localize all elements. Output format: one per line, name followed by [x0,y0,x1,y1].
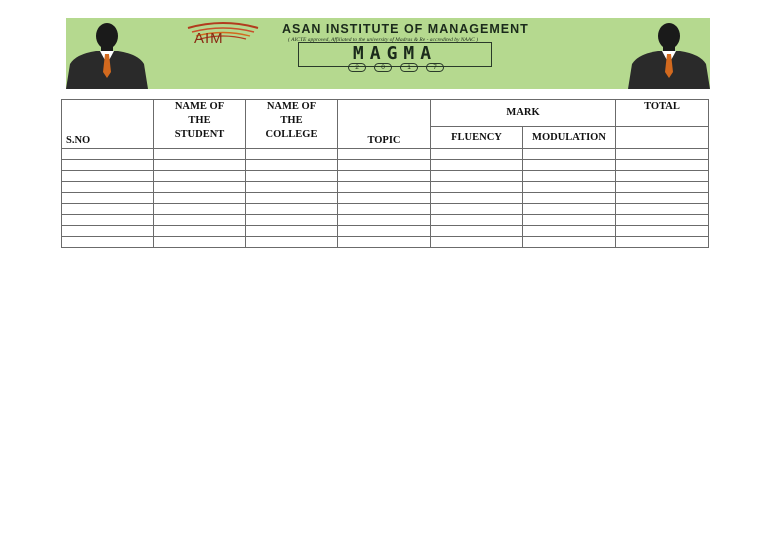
businessman-silhouette-left [66,20,148,89]
table-cell [154,226,246,237]
table-cell [431,171,523,182]
table-cell [338,237,431,248]
table-cell [431,160,523,171]
table-cell [338,182,431,193]
header-topic: TOPIC [338,100,431,149]
table-row [62,226,709,237]
table-cell [62,160,154,171]
table-cell [154,171,246,182]
table-cell [246,171,338,182]
header-total-blank [616,127,709,149]
header-student-name: NAME OF THE STUDENT [154,100,246,149]
table-cell [338,226,431,237]
table-cell [431,193,523,204]
table-cell [523,204,616,215]
year-digit: 0 [374,63,392,72]
table-cell [154,160,246,171]
table-row [62,182,709,193]
year-digit: 2 [348,63,366,72]
institute-tagline: ( AICTE approved, Affiliated to the university of Madras & Re - accredited by NAAC ) [288,37,479,43]
table-cell [246,215,338,226]
table-cell [338,193,431,204]
table-cell [616,237,709,248]
table-cell [523,171,616,182]
table-row [62,204,709,215]
event-year [348,63,444,73]
table-row [62,171,709,182]
header-college-name: NAME OF THE COLLEGE [246,100,338,149]
table-cell [62,149,154,160]
table-cell [62,237,154,248]
table-cell [431,226,523,237]
table-cell [154,204,246,215]
table-cell [616,149,709,160]
table-cell [246,237,338,248]
table-row [62,237,709,248]
table-cell [616,215,709,226]
table-cell [523,226,616,237]
table-cell [338,149,431,160]
table-cell [62,204,154,215]
header-fluency: FLUENCY [431,127,523,149]
table-cell [246,226,338,237]
table-cell [246,149,338,160]
year-digit: 7 [426,63,444,72]
header-mark: MARK [431,100,616,127]
table-cell [431,215,523,226]
table-cell [338,160,431,171]
table-cell [338,171,431,182]
table-cell [616,193,709,204]
table-cell [246,193,338,204]
table-row [62,215,709,226]
table-cell [246,182,338,193]
table-cell [616,182,709,193]
table-row [62,193,709,204]
businessman-silhouette-right [628,20,710,89]
institute-name: ASAN INSTITUTE OF MANAGEMENT [282,22,529,36]
table-cell [616,171,709,182]
table-cell [338,215,431,226]
evaluation-table [61,99,709,248]
event-name: MAGMA [352,43,438,64]
table-cell [431,149,523,160]
table-cell [62,226,154,237]
header-sno: S.NO [62,100,154,149]
table-cell [523,149,616,160]
table-cell [154,149,246,160]
table-cell [246,204,338,215]
logo-text: AIM [194,30,224,47]
year-digit: 1 [400,63,418,72]
table-cell [523,160,616,171]
table-cell [616,204,709,215]
table-cell [62,193,154,204]
table-cell [62,171,154,182]
table-cell [523,193,616,204]
table-row [62,160,709,171]
table-cell [246,160,338,171]
table-cell [431,204,523,215]
header-banner [66,18,710,89]
table-cell [154,215,246,226]
table-cell [523,215,616,226]
table-cell [62,182,154,193]
table-cell [523,182,616,193]
table-cell [616,226,709,237]
table-cell [431,182,523,193]
table-cell [154,237,246,248]
table-cell [338,204,431,215]
table-cell [154,193,246,204]
table-cell [431,237,523,248]
header-total: TOTAL [616,100,709,127]
table-cell [523,237,616,248]
table-cell [154,182,246,193]
table-cell [62,215,154,226]
header-modulation: MODULATION [523,127,616,149]
table-cell [616,160,709,171]
table-row [62,149,709,160]
